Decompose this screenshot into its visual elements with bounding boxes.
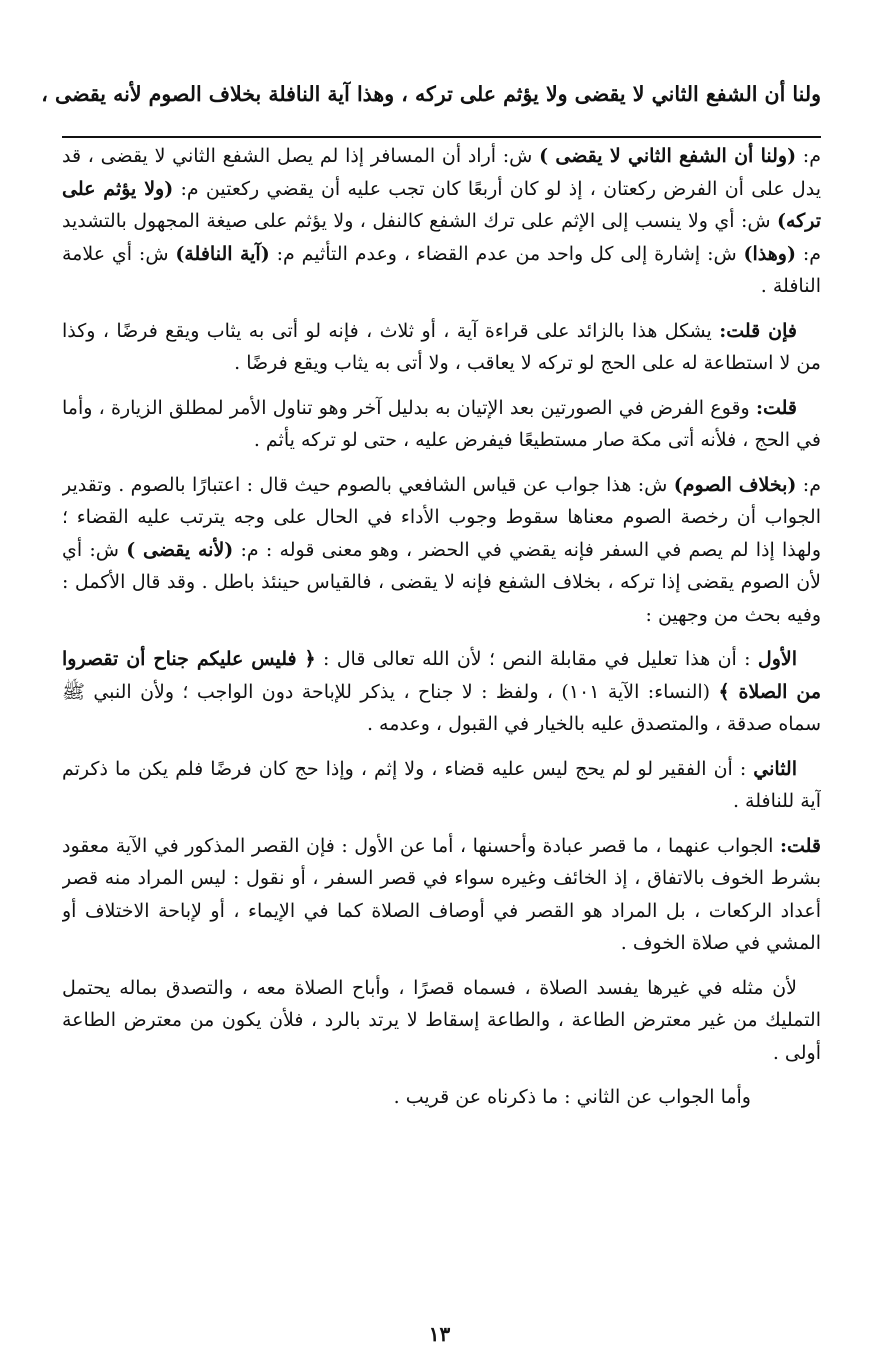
- text-run: (النساء: الآية ١٠١) ، ولفظ : لا جناح ، يذكر للإباحة دون الواجب ؛ ولأن النبي ﷺ سماه صدقة ، والمتصدق عليه بالخيار في القبول ، وعدمه .: [62, 680, 821, 735]
- page-number: ١٣: [428, 1322, 451, 1346]
- text-run: ش: إشارة إلى كل واحد من عدم القضاء ، وعدم التأثيم م:: [269, 242, 744, 265]
- text-run: الجواب عنهما ، ما قصر عبادة وأحسنها ، أما عن الأول : فإن القصر المذكور في الآية معقود بشرط الخوف بالاتفاق ، إذ الخائف وغيره سواء في قصر السفر ، أو نقول : ليس المراد منه قصر أعداد الركعات ، بل المراد هو القصر في أوصاف الصلاة كما في الإيماء ، أو لإباحة الاختلاف أو المشي في صلاة الخوف .: [62, 834, 821, 954]
- matn-line: ولنا أن الشفع الثاني لا يقضى ولا يؤثم على تركه ، وهذا آية النافلة بخلاف الصوم لأنه يقضى ،: [41, 82, 821, 106]
- bold-run: (آية النافلة): [175, 242, 270, 265]
- separator-rule: [62, 136, 821, 138]
- text-run: ش: أراد أن المسافر إذا لم يصل الشفع الثاني لا يقضى ، قد يدل على أن الفرض ركعتان ، إذ لو كان أربعًا كان تجب عليه أن يقضي ركعتين م:: [62, 145, 821, 200]
- bold-run: (لأنه يقضى ): [126, 538, 234, 561]
- text-run: وأما الجواب عن الثاني : ما ذكرناه عن قريب .: [393, 1086, 751, 1108]
- text-run: لأن مثله في غيرها يفسد الصلاة ، فسماه قصرًا ، وأباح الصلاة معه ، والتصدق بماله يحتمل التمليك من غير معترض الطاعة ، والطاعة إسقاط لا يرتد بالرد ، فلأن يكون من معترض الطاعة أولى .: [62, 976, 821, 1064]
- paragraph-9: [62, 1081, 821, 1114]
- bold-run: (ولنا أن الشفع الثاني لا يقضى ): [539, 145, 797, 167]
- bold-run: الأول: [757, 648, 797, 670]
- text-run: : أن الفقير لو لم يحج ليس عليه قضاء ، ولا إثم ، وإذا حج كان فرضًا فلم يكن ما ذكرتم آية للنافلة .: [62, 757, 821, 812]
- bold-run: قلت:: [755, 396, 797, 419]
- bold-run: (ولا يؤثم على تركه): [62, 177, 821, 232]
- text-run: يشكل هذا بالزائد على قراءة آية ، أو ثلاث ، فإنه لو أتى به يثاب ويقع فرضًا ، وكذا من لا استطاعة له على الحج لو تركه لا يعاقب ، ولا أتى به يثاب ويقع فرضًا .: [62, 319, 821, 374]
- paragraph-4: [62, 469, 821, 632]
- text-run: ش: أي ولا ينسب إلى الإثم على ترك الشفع كالنفل ، ولا يؤثم على صيغة المجهول بالتشديد م:: [62, 210, 821, 265]
- text-run: وقوع الفرض في الصورتين بعد الإتيان به بدليل آخر وهو تناول الأمر لمطلق الزيارة ، وأما في الحج ، فلأنه أتى مكة صار مستطيعًا فيفرض عليه ، حتى لو تركه يأثم .: [62, 396, 821, 451]
- text-run: ش: هذا جواب عن قياس الشافعي بالصوم حيث قال : اعتبارًا بالصوم . وتقدير الجواب أن رخصة الصوم معناها سقوط وجوب الأداء في الحال على وجه يترتب عليه القضاء ؛ ولهذا إذا لم يصم في السفر فإنه يقضي في الحضر ، وهو معنى قوله : م:: [62, 473, 821, 561]
- bold-run: (بخلاف الصوم): [673, 473, 797, 496]
- paragraph-8: [62, 972, 821, 1070]
- paragraph-1: [62, 140, 821, 303]
- bold-run: ﴿ فليس عليكم جناح أن تقصروا من الصلاة ﴾: [62, 648, 821, 703]
- bold-run: (وهذا): [743, 242, 796, 265]
- paragraph-6: [62, 753, 821, 818]
- text-run: م:: [796, 473, 821, 496]
- text-run: : أن هذا تعليل في مقابلة النص ؛ لأن الله تعالى قال :: [315, 648, 758, 670]
- bold-run: فإن قلت:: [719, 319, 797, 342]
- commentary-body: [62, 140, 821, 1302]
- text-run: ش: أي لأن الصوم يقضى إذا تركه ، بخلاف الشفع فإنه لا يقضى ، فالقياس حينئذ باطل . وقد قال الأكمل : وفيه بحث من وجهين :: [62, 538, 821, 626]
- paragraph-5: [62, 643, 821, 741]
- bold-run: قلت:: [779, 834, 821, 857]
- bold-run: الثاني: [753, 757, 797, 780]
- paragraph-7: [62, 830, 821, 960]
- paragraph-2: [62, 315, 821, 380]
- text-run: م:: [796, 145, 821, 167]
- paragraph-3: [62, 392, 821, 457]
- text-run: ش: أي علامة النافلة .: [62, 242, 821, 297]
